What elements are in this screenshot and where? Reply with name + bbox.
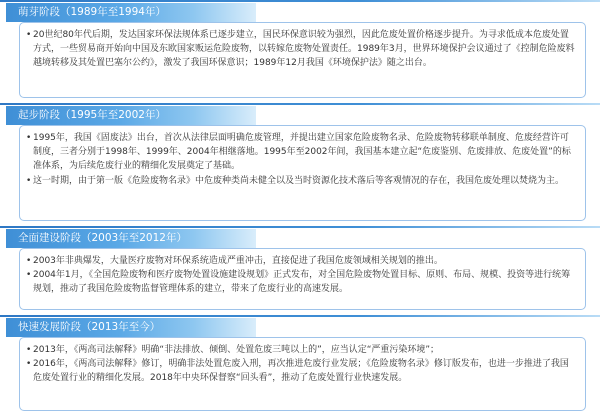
- stage-3-panel: [19, 248, 586, 310]
- stage-4-panel: [19, 337, 586, 411]
- section-divider: [0, 103, 600, 105]
- stage-3-item: • 2003年非典爆发，大量医疗废物对环保系统造成严重冲击，直接促进了我国危废领域相关规划的推出。: [26, 254, 577, 268]
- section-divider: [0, 315, 600, 317]
- section-divider: [0, 226, 600, 228]
- section-divider: [0, 0, 600, 2]
- stage-1-panel: [19, 22, 586, 98]
- stage-4-item: • 2013年，《两高司法解释》明确“非法排放、倾倒、处置危废三吨以上的”，应当认定“严重污染环境”；: [26, 343, 577, 357]
- stage-4-title: 快速发展阶段（2013年至今）: [6, 318, 256, 337]
- stage-2-panel: [19, 125, 586, 221]
- stage-2-item: • 这一时期，由于第一版《危险废物名录》中危废种类尚未健全以及当时资源化技术落后等客观情况的存在，我国危废处理以焚烧为主。: [26, 174, 577, 188]
- stage-4-item: • 2016年，《两高司法解释》修订，明确非法处置危废入刑，再次推进危废行业发展；《危险废物名录》修订版发布，也进一步推进了我国危废处置行业的精细化发展。2018年中央环保督察“回头看”，推动了危废处置行业快速发展。: [26, 357, 577, 385]
- stage-3-item: • 2004年1月，《全国危险废物和医疗废物处置设施建设规划》正式发布，对全国危险废物处置目标、原则、布局、规模、投资等进行统筹规划，推动了我国危险废物监督管理体系的建立，带来了危废行业的高速发展。: [26, 268, 577, 296]
- stage-3-title: 全面建设阶段（2003年至2012年）: [6, 229, 256, 248]
- stage-1-title: 萌芽阶段（1989年至1994年）: [6, 3, 256, 22]
- stage-1-item: • 20世纪80年代后期，发达国家环保法规体系已逐步建立，国民环保意识较为强烈，因此危废处置价格逐步提升。为寻求低成本危废处置方式，一些贸易商开始向中国及东欧国家贩运危险废物，以转嫁危废物处置责任。1989年3月，世界环境保护会议通过了《控制危险废料越境转移及其处置巴塞尔公约》，激发了我国环保意识；1989年12月我国《环境保护法》随之出台。: [26, 28, 577, 71]
- stage-2-item: • 1995年，我国《固废法》出台，首次从法律层面明确危废管理，并提出建立国家危险废物名录、危险废物转移联单制度、危废经营许可制度，三者分别于1998年、1999年、2004年相继落地。1995年至2002年间，我国基本建立起“危废鉴别、危废排放、危废处置”的标准体系，为后续危废行业的精细化发展奠定了基础。: [26, 131, 577, 174]
- stage-2-title: 起步阶段（1995年至2002年）: [6, 106, 256, 125]
